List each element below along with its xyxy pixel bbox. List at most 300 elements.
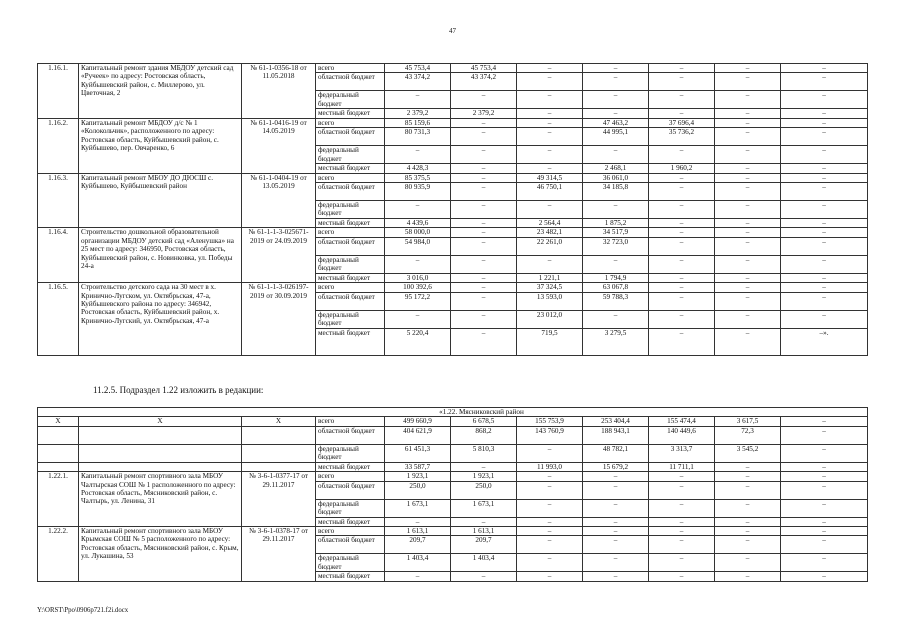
amount-cell: – (451, 310, 517, 328)
empty-cell (38, 462, 79, 471)
amount-cell: – (715, 164, 781, 173)
amount-cell: – (517, 109, 583, 118)
amount-cell: 868,2 (451, 426, 517, 444)
amount-cell: – (649, 273, 715, 282)
amount-cell: – (715, 273, 781, 282)
amount-cell: – (649, 109, 715, 118)
amount-cell: – (649, 73, 715, 91)
amount-cell: – (649, 146, 715, 164)
amount-cell: – (781, 444, 868, 462)
amount-cell: – (517, 73, 583, 91)
funding-source: областной бюджет (316, 426, 385, 444)
amount-cell: – (649, 219, 715, 228)
item-number: 1.22.2. (38, 527, 79, 582)
amount-cell: 250,0 (451, 481, 517, 499)
amount-cell: 46 750,1 (517, 183, 583, 201)
page-number: 47 (449, 27, 456, 35)
funding-source: федеральный бюджет (316, 255, 385, 273)
item-number: 1.16.2. (38, 118, 79, 173)
amount-cell: – (649, 499, 715, 517)
amount-cell: 3 617,5 (715, 417, 781, 426)
amount-cell: – (451, 328, 517, 355)
amount-cell: – (781, 146, 868, 164)
amount-cell: – (517, 481, 583, 499)
amount-cell: – (781, 417, 868, 426)
amount-cell: – (715, 219, 781, 228)
amount-cell: 253 404,4 (583, 417, 649, 426)
amount-cell: 2 564,4 (517, 219, 583, 228)
amount-cell: – (781, 481, 868, 499)
item-document: № 3-6-1-0378-17 от 29.11.2017 (242, 527, 316, 582)
file-path-footer: Y:\ORST\Ppo\0906p721.f2i.docx (37, 607, 129, 614)
amount-cell: – (649, 481, 715, 499)
amount-cell: – (517, 201, 583, 219)
amount-cell: 1 221,1 (517, 273, 583, 282)
amount-cell: 11 993,0 (517, 462, 583, 471)
amount-cell: – (649, 572, 715, 581)
funding-source: областной бюджет (316, 73, 385, 91)
amount-cell: – (451, 273, 517, 282)
funding-source: областной бюджет (316, 128, 385, 146)
amount-cell: – (451, 118, 517, 127)
amount-cell: – (649, 472, 715, 481)
funding-source: федеральный бюджет (316, 554, 385, 572)
amount-cell: 3 279,5 (583, 328, 649, 355)
table-row (38, 472, 868, 481)
amount-cell: 48 782,1 (583, 444, 649, 462)
amount-cell: 404 621,9 (385, 426, 451, 444)
amount-cell: 15 679,2 (583, 462, 649, 471)
amount-cell: – (583, 527, 649, 536)
amount-cell: – (649, 228, 715, 237)
item-document: № 61-1-1-3-025671-2019 от 24.09.2019 (242, 228, 316, 283)
amount-cell: 80 731,3 (385, 128, 451, 146)
amount-cell: – (715, 283, 781, 292)
amount-cell: – (649, 173, 715, 182)
amount-cell: – (517, 536, 583, 554)
amount-cell: 85 159,6 (385, 118, 451, 127)
amount-cell: – (451, 173, 517, 182)
amount-cell: 719,5 (517, 328, 583, 355)
amount-cell: 23 482,1 (517, 228, 583, 237)
amount-cell: – (715, 173, 781, 182)
amount-cell: 5 220,4 (385, 328, 451, 355)
amount-cell: – (583, 554, 649, 572)
amount-cell: – (781, 536, 868, 554)
amount-cell: – (781, 228, 868, 237)
amount-cell: – (781, 118, 868, 127)
amount-cell: – (517, 554, 583, 572)
amount-cell: – (781, 283, 868, 292)
funding-source: областной бюджет (316, 237, 385, 255)
amount-cell: – (715, 499, 781, 517)
amount-cell: – (715, 462, 781, 471)
amount-cell: – (385, 91, 451, 109)
amount-cell: – (781, 292, 868, 310)
amount-cell: –». (781, 328, 868, 355)
funding-source: местный бюджет (316, 572, 385, 581)
amount-cell: – (781, 273, 868, 282)
amount-cell: 37 324,5 (517, 283, 583, 292)
amount-cell: – (583, 481, 649, 499)
amount-cell: 1 960,2 (649, 164, 715, 173)
table-row (38, 64, 868, 73)
amount-cell: – (517, 146, 583, 164)
funding-source: областной бюджет (316, 183, 385, 201)
amount-cell: – (583, 536, 649, 554)
amount-cell: 4 439,6 (385, 219, 451, 228)
amount-cell: – (517, 91, 583, 109)
item-document: № 3-6-1-0377-17 от 29.11.2017 (242, 472, 316, 527)
amount-cell: – (649, 536, 715, 554)
amount-cell: 2 379,2 (451, 109, 517, 118)
amount-cell: – (715, 572, 781, 581)
funding-source: всего (316, 118, 385, 127)
amount-cell: – (781, 73, 868, 91)
amount-cell: – (781, 472, 868, 481)
amount-cell: 22 261,0 (517, 237, 583, 255)
amount-cell: – (583, 255, 649, 273)
funding-source: всего (316, 417, 385, 426)
item-number: 1.16.1. (38, 64, 79, 119)
item-name: Капитальный ремонт МБДОУ д/с № 1 «Колокольчик», расположенного по адресу: Ростовская область, Куйбышевский район, с. Куйбышево, пер. Овчаренко, 6 (79, 118, 242, 173)
funding-source: местный бюджет (316, 328, 385, 355)
table-row (38, 283, 868, 292)
amount-cell: 72,3 (715, 426, 781, 444)
amount-cell: – (451, 228, 517, 237)
amount-cell: 100 392,6 (385, 283, 451, 292)
amount-cell: – (715, 554, 781, 572)
amount-cell: 155 753,9 (517, 417, 583, 426)
amount-cell: – (715, 91, 781, 109)
amount-cell: – (583, 499, 649, 517)
amount-cell: – (715, 183, 781, 201)
amount-cell: – (649, 527, 715, 536)
amount-cell: – (517, 527, 583, 536)
amount-cell: – (583, 109, 649, 118)
amount-cell: – (781, 64, 868, 73)
amount-cell: – (583, 64, 649, 73)
item-name: Капитальный ремонт МБОУ ДО ДЮСШ с. Куйбышево, Куйбышевский район (79, 173, 242, 228)
amount-cell: – (451, 292, 517, 310)
empty-cell (242, 462, 316, 471)
amount-cell: 44 995,1 (583, 128, 649, 146)
amount-cell: 58 000,0 (385, 228, 451, 237)
amount-cell: – (385, 310, 451, 328)
funding-source: всего (316, 527, 385, 536)
amount-cell: – (781, 219, 868, 228)
amount-cell: 3 016,0 (385, 273, 451, 282)
amount-cell: – (649, 183, 715, 201)
amount-cell: 35 736,2 (649, 128, 715, 146)
amount-cell: 34 517,9 (583, 228, 649, 237)
amount-cell: 1 673,1 (385, 499, 451, 517)
funding-source: местный бюджет (316, 164, 385, 173)
district-title: «1.22. Мясниковский район (38, 408, 868, 417)
amount-cell: 188 943,1 (583, 426, 649, 444)
item-name: Капитальный ремонт спортивного зала МБОУ Чалтырская СОШ № 1 расположенного по адресу: Ростовская область, Мясниковский район, с. Чалтырь, ул. Ленина, 31 (79, 472, 242, 527)
amount-cell: – (715, 128, 781, 146)
amount-cell: 36 061,0 (583, 173, 649, 182)
amount-cell: – (781, 426, 868, 444)
amount-cell: 45 753,4 (451, 64, 517, 73)
amount-cell: – (715, 527, 781, 536)
amount-cell: 54 984,0 (385, 237, 451, 255)
amount-cell: 49 314,5 (517, 173, 583, 182)
amount-cell: 1 923,1 (451, 472, 517, 481)
summary-x: Х (79, 417, 242, 426)
empty-cell (242, 444, 316, 462)
amount-cell: – (649, 283, 715, 292)
amount-cell: – (715, 328, 781, 355)
amount-cell: – (517, 128, 583, 146)
amount-cell: – (583, 572, 649, 581)
item-number: 1.22.1. (38, 472, 79, 527)
amount-cell: – (451, 183, 517, 201)
item-document: № 61-1-0356-18 от 11.05.2018 (242, 64, 316, 119)
amount-cell: – (517, 517, 583, 526)
funding-source: федеральный бюджет (316, 310, 385, 328)
summary-row (38, 444, 868, 462)
amount-cell: 4 428,3 (385, 164, 451, 173)
amount-cell: – (583, 146, 649, 164)
amount-cell: 1 794,9 (583, 273, 649, 282)
funding-source: местный бюджет (316, 109, 385, 118)
amount-cell: 250,0 (385, 481, 451, 499)
amount-cell: 1 875,2 (583, 219, 649, 228)
amount-cell: – (649, 201, 715, 219)
amount-cell: – (451, 283, 517, 292)
amount-cell: – (517, 444, 583, 462)
amount-cell: – (385, 146, 451, 164)
funding-source: областной бюджет (316, 481, 385, 499)
amount-cell: – (781, 310, 868, 328)
amount-cell: 1 613,1 (385, 527, 451, 536)
item-name: Строительство детского сада на 30 мест в х. Кринично-Лугском, ул. Октябрьская, 47-а, Куйбышевского района по адресу: 346942, Ростовская область, Куйбышевский район, х. Кринично-Лугский, ул. Октябрьская, 47-а (79, 283, 242, 355)
amount-cell: 3 545,2 (715, 444, 781, 462)
amount-cell: – (649, 554, 715, 572)
amount-cell: – (649, 91, 715, 109)
funding-source: местный бюджет (316, 517, 385, 526)
table-row (38, 527, 868, 536)
empty-cell (79, 444, 242, 462)
amount-cell: – (781, 91, 868, 109)
amount-cell: – (517, 64, 583, 73)
amount-cell: 1 613,1 (451, 527, 517, 536)
amount-cell: – (715, 109, 781, 118)
table-row (38, 228, 868, 237)
amount-cell: – (715, 237, 781, 255)
item-name: Капитальный ремонт здания МБДОУ детский сад «Ручеек» по адресу: Ростовская область, Куйбышевский район, с. Миллерово, ул. Цветочная, 2 (79, 64, 242, 119)
amount-cell: – (715, 118, 781, 127)
amount-cell: – (715, 228, 781, 237)
amount-cell: 155 474,4 (649, 417, 715, 426)
summary-x: Х (38, 417, 79, 426)
amount-cell: 1 403,4 (451, 554, 517, 572)
amount-cell: 37 696,4 (649, 118, 715, 127)
amount-cell: – (451, 201, 517, 219)
amount-cell: – (451, 146, 517, 164)
amount-cell: 34 185,8 (583, 183, 649, 201)
amount-cell: 95 172,2 (385, 292, 451, 310)
amount-cell: 1 403,4 (385, 554, 451, 572)
amount-cell: – (715, 146, 781, 164)
amount-cell: – (451, 255, 517, 273)
amount-cell: – (583, 517, 649, 526)
amount-cell: 43 374,2 (451, 73, 517, 91)
funding-source: всего (316, 472, 385, 481)
amount-cell: – (385, 255, 451, 273)
amount-cell: – (781, 183, 868, 201)
amount-cell: – (781, 572, 868, 581)
amount-cell: – (451, 219, 517, 228)
amount-cell: – (715, 481, 781, 499)
item-document: № 61-1-1-3-026197-2019 от 30.09.2019 (242, 283, 316, 355)
amount-cell: – (781, 201, 868, 219)
summary-row (38, 462, 868, 471)
amount-cell: 63 067,8 (583, 283, 649, 292)
amount-cell: – (517, 572, 583, 581)
amount-cell: – (649, 237, 715, 255)
amount-cell: 11 711,1 (649, 462, 715, 471)
empty-cell (38, 426, 79, 444)
item-document: № 61-1-0416-19 от 14.05.2019 (242, 118, 316, 173)
amount-cell: 43 374,2 (385, 73, 451, 91)
table-section-1-16 (37, 63, 868, 356)
amount-cell: 47 463,2 (583, 118, 649, 127)
amount-cell: 80 935,9 (385, 183, 451, 201)
amount-cell: – (715, 201, 781, 219)
item-name: Строительство дошкольной образовательной организации МБДОУ детский сад «Аленушка» на 25 мест по адресу: 346950, Ростовская область, Куйбышевский район, с. Новинковка, ул. Победы 24-а (79, 228, 242, 283)
amount-cell: – (781, 499, 868, 517)
amount-cell: – (517, 472, 583, 481)
amount-cell: – (451, 572, 517, 581)
amount-cell: – (781, 164, 868, 173)
summary-x: Х (242, 417, 316, 426)
amount-cell: 33 587,7 (385, 462, 451, 471)
amount-cell: – (781, 462, 868, 471)
amount-cell: – (715, 64, 781, 73)
amount-cell: – (451, 91, 517, 109)
summary-row (38, 417, 868, 426)
amount-cell: – (715, 310, 781, 328)
funding-source: федеральный бюджет (316, 201, 385, 219)
amount-cell: 209,7 (451, 536, 517, 554)
amount-cell: 61 451,3 (385, 444, 451, 462)
amount-cell: 45 753,4 (385, 64, 451, 73)
empty-cell (79, 462, 242, 471)
empty-cell (242, 426, 316, 444)
amount-cell: – (781, 517, 868, 526)
amount-cell: 5 810,3 (451, 444, 517, 462)
amount-cell: – (715, 472, 781, 481)
amount-cell: – (385, 517, 451, 526)
funding-source: федеральный бюджет (316, 444, 385, 462)
amount-cell: – (451, 462, 517, 471)
funding-source: областной бюджет (316, 292, 385, 310)
funding-source: местный бюджет (316, 462, 385, 471)
amount-cell: 3 313,7 (649, 444, 715, 462)
amount-cell: 2 468,1 (583, 164, 649, 173)
amount-cell: – (781, 255, 868, 273)
item-number: 1.16.3. (38, 173, 79, 228)
table-row (38, 118, 868, 127)
amount-cell: – (781, 527, 868, 536)
amount-cell: – (451, 164, 517, 173)
amount-cell: 499 660,9 (385, 417, 451, 426)
amount-cell: – (649, 255, 715, 273)
amount-cell: – (517, 118, 583, 127)
amount-cell: – (583, 91, 649, 109)
amount-cell: – (715, 292, 781, 310)
amount-cell: – (649, 292, 715, 310)
funding-source: федеральный бюджет (316, 146, 385, 164)
amount-cell: 13 593,0 (517, 292, 583, 310)
amount-cell: – (517, 499, 583, 517)
amount-cell: – (451, 128, 517, 146)
amount-cell: – (517, 164, 583, 173)
item-number: 1.16.4. (38, 228, 79, 283)
amount-cell: – (583, 201, 649, 219)
amount-cell: – (715, 73, 781, 91)
amount-cell: 2 379,2 (385, 109, 451, 118)
table-row (38, 173, 868, 182)
amount-cell: 23 012,0 (517, 310, 583, 328)
amount-cell: – (781, 109, 868, 118)
amount-cell: 59 788,3 (583, 292, 649, 310)
item-document: № 61-1-0404-19 от 13.05.2019 (242, 173, 316, 228)
amount-cell: – (385, 201, 451, 219)
amount-cell: 85 375,5 (385, 173, 451, 182)
amount-cell: 1 673,1 (451, 499, 517, 517)
empty-cell (38, 444, 79, 462)
funding-source: федеральный бюджет (316, 499, 385, 517)
amount-cell: – (781, 554, 868, 572)
amount-cell: – (649, 517, 715, 526)
empty-cell (79, 426, 242, 444)
item-name: Капитальный ремонт спортивного зала МБОУ Крымская СОШ № 5 расположенного по адресу: Ростовская область, Мясниковский район, с. Крым, ул. Лукашина, 53 (79, 527, 242, 582)
amount-cell: – (385, 572, 451, 581)
amount-cell: – (781, 128, 868, 146)
funding-source: федеральный бюджет (316, 91, 385, 109)
amount-cell: – (583, 310, 649, 328)
funding-source: всего (316, 64, 385, 73)
amount-cell: – (781, 173, 868, 182)
funding-source: местный бюджет (316, 273, 385, 282)
summary-row (38, 426, 868, 444)
funding-source: всего (316, 228, 385, 237)
item-number: 1.16.5. (38, 283, 79, 355)
amount-cell: – (649, 64, 715, 73)
amount-cell: – (715, 517, 781, 526)
amount-cell: 1 923,1 (385, 472, 451, 481)
amount-cell: 140 449,6 (649, 426, 715, 444)
table-section-1-22 (37, 407, 868, 582)
amount-cell: – (451, 517, 517, 526)
amount-cell: – (451, 237, 517, 255)
amount-cell: – (517, 255, 583, 273)
amount-cell: 209,7 (385, 536, 451, 554)
amount-cell: – (715, 255, 781, 273)
amount-cell: 32 723,0 (583, 237, 649, 255)
funding-source: областной бюджет (316, 536, 385, 554)
amount-cell: – (781, 237, 868, 255)
amount-cell: – (583, 73, 649, 91)
amount-cell: 6 678,5 (451, 417, 517, 426)
section-heading: 11.2.5. Подраздел 1.22 изложить в редакции: (93, 385, 264, 395)
amount-cell: 143 760,9 (517, 426, 583, 444)
funding-source: всего (316, 173, 385, 182)
